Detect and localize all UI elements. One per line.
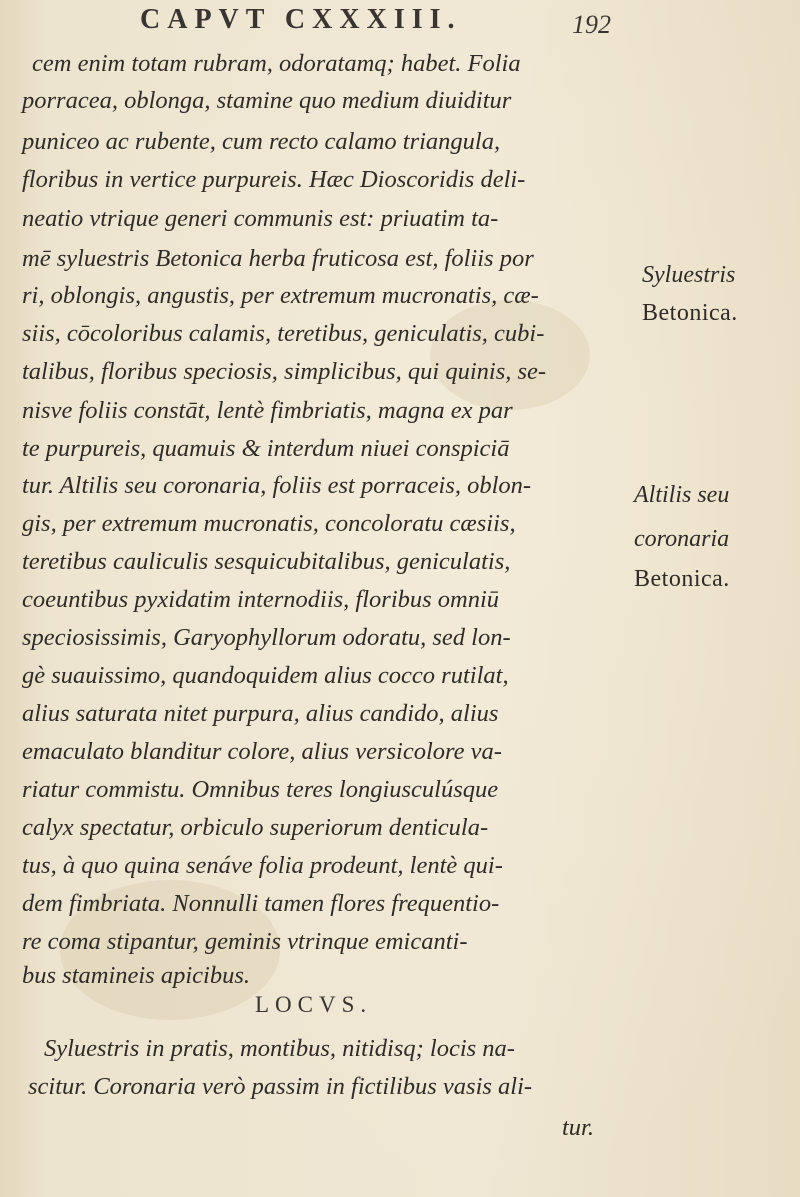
text-line: tur. Altilis seu coronaria, foliis est porraceis, oblon- <box>22 472 532 499</box>
margin-note-line: Betonica. <box>642 300 738 326</box>
text-line: ri, oblongis, angustis, per extremum mucronatis, cæ- <box>22 282 539 309</box>
section-heading: LOCVS. <box>255 992 373 1017</box>
text-line: tur. <box>562 1114 595 1141</box>
text-line: Syluestris in pratis, montibus, nitidisq; locis na- <box>44 1035 515 1062</box>
text-line: re coma stipantur, geminis vtrinque emicanti- <box>22 928 468 955</box>
text-line: coeuntibus pyxidatim internodiis, floribus omniū <box>22 586 500 613</box>
text-line: scitur. Coronaria verò passim in fictilibus vasis ali- <box>28 1073 533 1100</box>
margin-note-line: Altilis seu <box>634 482 730 508</box>
text-line: te purpureis, quamuis & interdum niuei conspiciā <box>22 435 510 462</box>
margin-notes <box>630 0 800 1197</box>
text-line: calyx spectatur, orbiculo superiorum denticula- <box>22 814 489 841</box>
text-line: riatur commistu. Omnibus teres longiusculúsque <box>22 776 499 803</box>
text-line: cem enim totam rubram, odoratamq; habet. Folia <box>32 50 521 77</box>
margin-note-line: coronaria <box>634 526 730 552</box>
margin-note-line: Betonica. <box>634 566 730 592</box>
text-line: porracea, oblonga, stamine quo medium diuiditur <box>22 87 512 114</box>
text-line: neatio vtrique generi communis est: priuatim ta- <box>22 205 499 232</box>
text-line: talibus, floribus speciosis, simplicibus, qui quinis, se- <box>22 358 547 385</box>
text-line: tus, à quo quina senáve folia prodeunt, lentè qui- <box>22 852 503 879</box>
text-line: puniceo ac rubente, cum recto calamo triangula, <box>22 128 501 155</box>
text-line: dem fimbriata. Nonnulli tamen flores frequentio- <box>22 890 500 917</box>
text-line: nisve foliis constāt, lentè fimbriatis, magna ex par <box>22 397 513 424</box>
text-line: gis, per extremum mucronatis, concoloratu cæsiis, <box>22 510 516 537</box>
text-line: teretibus cauliculis sesquicubitalibus, geniculatis, <box>22 548 511 575</box>
text-line: gè suauissimo, quandoquidem alius cocco rutilat, <box>22 662 509 689</box>
margin-note-line: Syluestris <box>642 262 736 288</box>
text-line: siis, cōcoloribus calamis, teretibus, geniculatis, cubi- <box>22 320 545 347</box>
page-number: 192 <box>572 10 611 39</box>
running-head: CAPVT CXXXIII. <box>140 4 462 35</box>
text-line: bus stamineis apicibus. <box>22 962 250 989</box>
text-line: alius saturata nitet purpura, alius candido, alius <box>22 700 499 727</box>
text-line: mē syluestris Betonica herba fruticosa est, foliis por <box>22 245 534 272</box>
text-line: floribus in vertice purpureis. Hæc Dioscoridis deli- <box>22 166 526 193</box>
text-line: speciosissimis, Garyophyllorum odoratu, sed lon- <box>22 624 511 651</box>
text-line: emaculato blanditur colore, alius versicolore va- <box>22 738 502 765</box>
